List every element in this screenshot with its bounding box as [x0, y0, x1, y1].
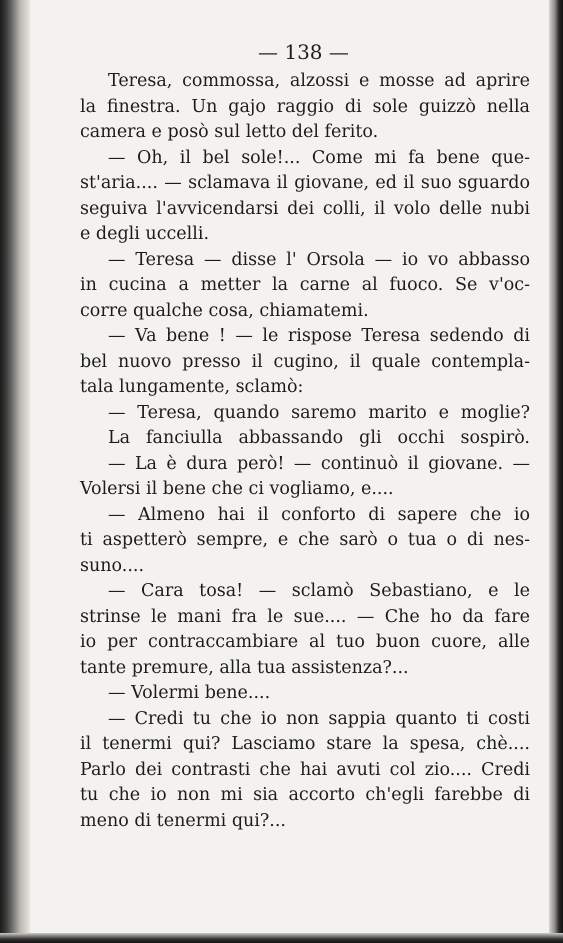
- text-line: Parlo dei contrasti che hai avuti col zio.... Credi: [80, 759, 530, 780]
- page-number: — 138 —: [258, 40, 349, 64]
- text-line: Teresa, commossa, alzossi e mosse ad aprire: [108, 71, 530, 91]
- text-line: bel nuovo presso il cugino, il quale contempla-: [80, 351, 530, 372]
- text-line: il tenermi qui? Lasciamo stare la spesa, chè....: [80, 734, 530, 754]
- text-line: — Cara tosa! — sclamò Sebastiano, e le: [108, 581, 530, 601]
- text-line: — Oh, il bel sole!... Come mi fa bene que-: [108, 147, 530, 168]
- text-line: strinse le mani fra le sue.... — Che ho da fare: [80, 606, 530, 627]
- text-line: — Almeno hai il conforto di sapere che io: [108, 504, 530, 525]
- text-line: io per contraccambiare al tuo buon cuore, alle: [80, 632, 530, 652]
- text-line: — Credi tu che io non sappia quanto ti costi: [108, 708, 530, 729]
- text-line: tala lungamente, sclamò:: [80, 377, 304, 397]
- text-line: — Teresa — disse l' Orsola — io vo abbasso: [108, 249, 530, 270]
- text-line: tu che io non mi sia accorto ch'egli farebbe di: [80, 785, 530, 805]
- text-line: seguiva l'avvicendarsi dei colli, il volo delle nubi: [80, 198, 530, 219]
- text-line: suno....: [80, 555, 145, 576]
- text-line: meno di tenermi qui?...: [80, 810, 286, 831]
- text-line: — Va bene ! — le rispose Teresa sedendo di: [108, 326, 530, 346]
- text-line: — Teresa, quando saremo marito e moglie?: [108, 402, 530, 423]
- text-line: camera e posò sul letto del ferito.: [80, 122, 379, 142]
- text-line: ti aspetterò sempre, e che sarò o tua o di nes-: [80, 530, 530, 550]
- text-line: — Volermi bene....: [108, 683, 271, 703]
- text-line: — La è dura però! — continuò il giovane. —: [108, 453, 530, 474]
- page-bottom-edge: [0, 933, 563, 943]
- body-text: [80, 69, 530, 834]
- text-line: in cucina a metter la carne al fuoco. Se v'oc-: [80, 275, 530, 295]
- page-right-edge: [549, 0, 563, 943]
- text-line: e degli uccelli.: [80, 224, 210, 244]
- page-binding-shadow: [0, 0, 30, 943]
- text-line: tante premure, alla tua assistenza?...: [80, 657, 409, 678]
- text-line: la finestra. Un gajo raggio di sole guizzò nella: [80, 96, 530, 117]
- text-line: corre qualche cosa, chiamatemi.: [80, 300, 369, 321]
- text-line: Volersi il bene che ci vogliamo, e....: [80, 479, 394, 499]
- text-line: La fanciulla abbassando gli occhi sospirò.: [108, 428, 530, 448]
- text-line: st'aria.... — sclamava il giovane, ed il suo sguardo: [80, 173, 530, 193]
